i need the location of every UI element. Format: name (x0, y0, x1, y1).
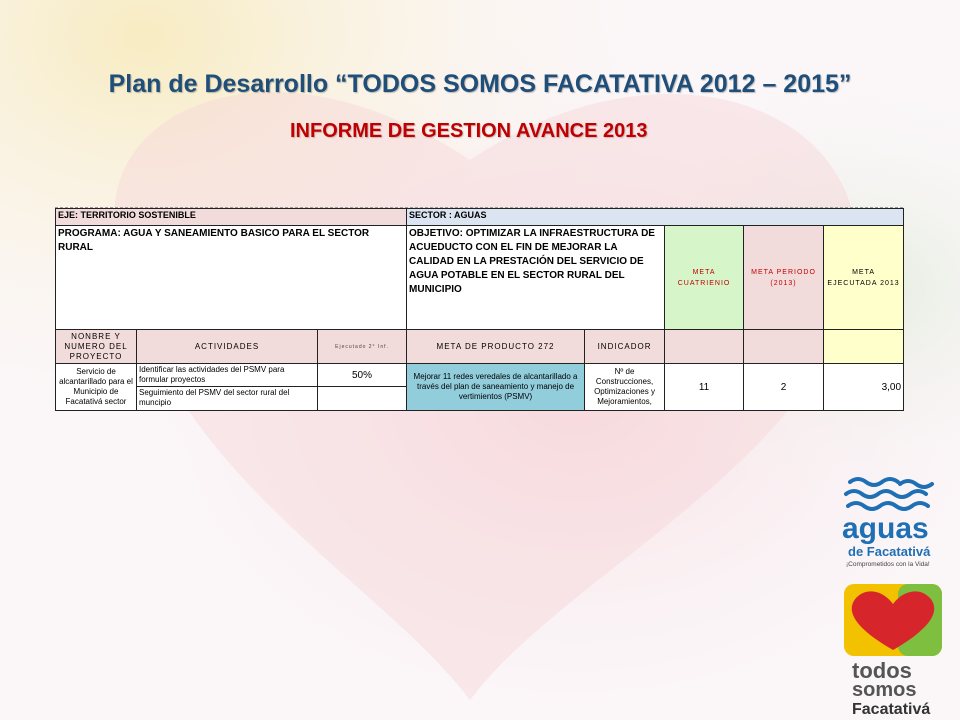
col-empty-2 (744, 330, 824, 364)
col-meta-producto: META DE PRODUCTO 272 (407, 330, 585, 364)
page-title: Plan de Desarrollo “TODOS SOMOS FACATATIVA 2012 – 2015” (108, 70, 852, 98)
meta-producto-cell: Mejorar 11 redes veredales de alcantarillado a través del plan de saneamiento y manejo de vertimientos (PSMV) (407, 364, 585, 411)
aguas-slogan: ¡Comprometidos con la Vida! (846, 561, 930, 568)
meta-periodo-header: META PERIODO (2013) (744, 226, 824, 330)
meta-cuatrienio-header: META CUATRIENIO (665, 226, 744, 330)
somos-word: somos (852, 679, 917, 701)
facatativa-word: Facatativá (852, 701, 931, 718)
sector-cell: SECTOR : AGUAS (407, 209, 904, 226)
col-nombre-proyecto: NONBRE Y NUMERO DEL PROYECTO (56, 330, 137, 364)
objetivo-cell: OBJETIVO: OPTIMIZAR LA INFRAESTRUCTURA DE ACUEDUCTO CON EL FIN DE MEJORAR LA CALIDAD EN LA PRESTACIÓN DEL SERVICIO DE AGUA POTABLE EN EL SECTOR RURAL DEL MUNICIPIO (407, 226, 665, 330)
col-empty-3 (824, 330, 904, 364)
col-indicador: INDICADOR (585, 330, 665, 364)
aguas-facatativa-logo (838, 470, 948, 572)
page-subtitle: INFORME DE GESTION AVANCE 2013 (290, 120, 648, 142)
programa-cell: PROGRAMA: AGUA Y SANEAMIENTO BASICO PARA EL SECTOR RURAL (56, 226, 407, 330)
ejecutado-2-cell (318, 387, 407, 411)
indicador-cell: Nº de Construcciones, Optimizaciones y Mejoramientos, (585, 364, 665, 411)
value-ejecutada: 3,00 (824, 364, 904, 411)
actividad-2-cell: Seguimiento del PSMV del sector rural del muncipio (137, 387, 318, 411)
aguas-word: aguas (842, 512, 929, 545)
proyecto-cell: Servicio de alcantarillado para el Municipio de Facatativá sector (56, 364, 137, 411)
meta-ejecutada-header: META EJECUTADA 2013 (824, 226, 904, 330)
aguas-sub: de Facatativá (848, 544, 931, 559)
value-cuatrienio: 11 (665, 364, 744, 411)
todos-somos-logo (838, 580, 948, 720)
actividad-1-cell: Identificar las actividades del PSMV para formular proyectos (137, 364, 318, 387)
col-actividades: ACTIVIDADES (137, 330, 318, 364)
ejecutado-1-cell: 50% (318, 364, 407, 387)
col-ejecutado: Ejecutado 2° Inf. (318, 330, 407, 364)
value-periodo: 2 (744, 364, 824, 411)
todos-word: todos (852, 658, 912, 683)
eje-cell: EJE: TERRITORIO SOSTENIBLE (56, 209, 407, 226)
col-empty-1 (665, 330, 744, 364)
progress-report-table (55, 208, 904, 411)
